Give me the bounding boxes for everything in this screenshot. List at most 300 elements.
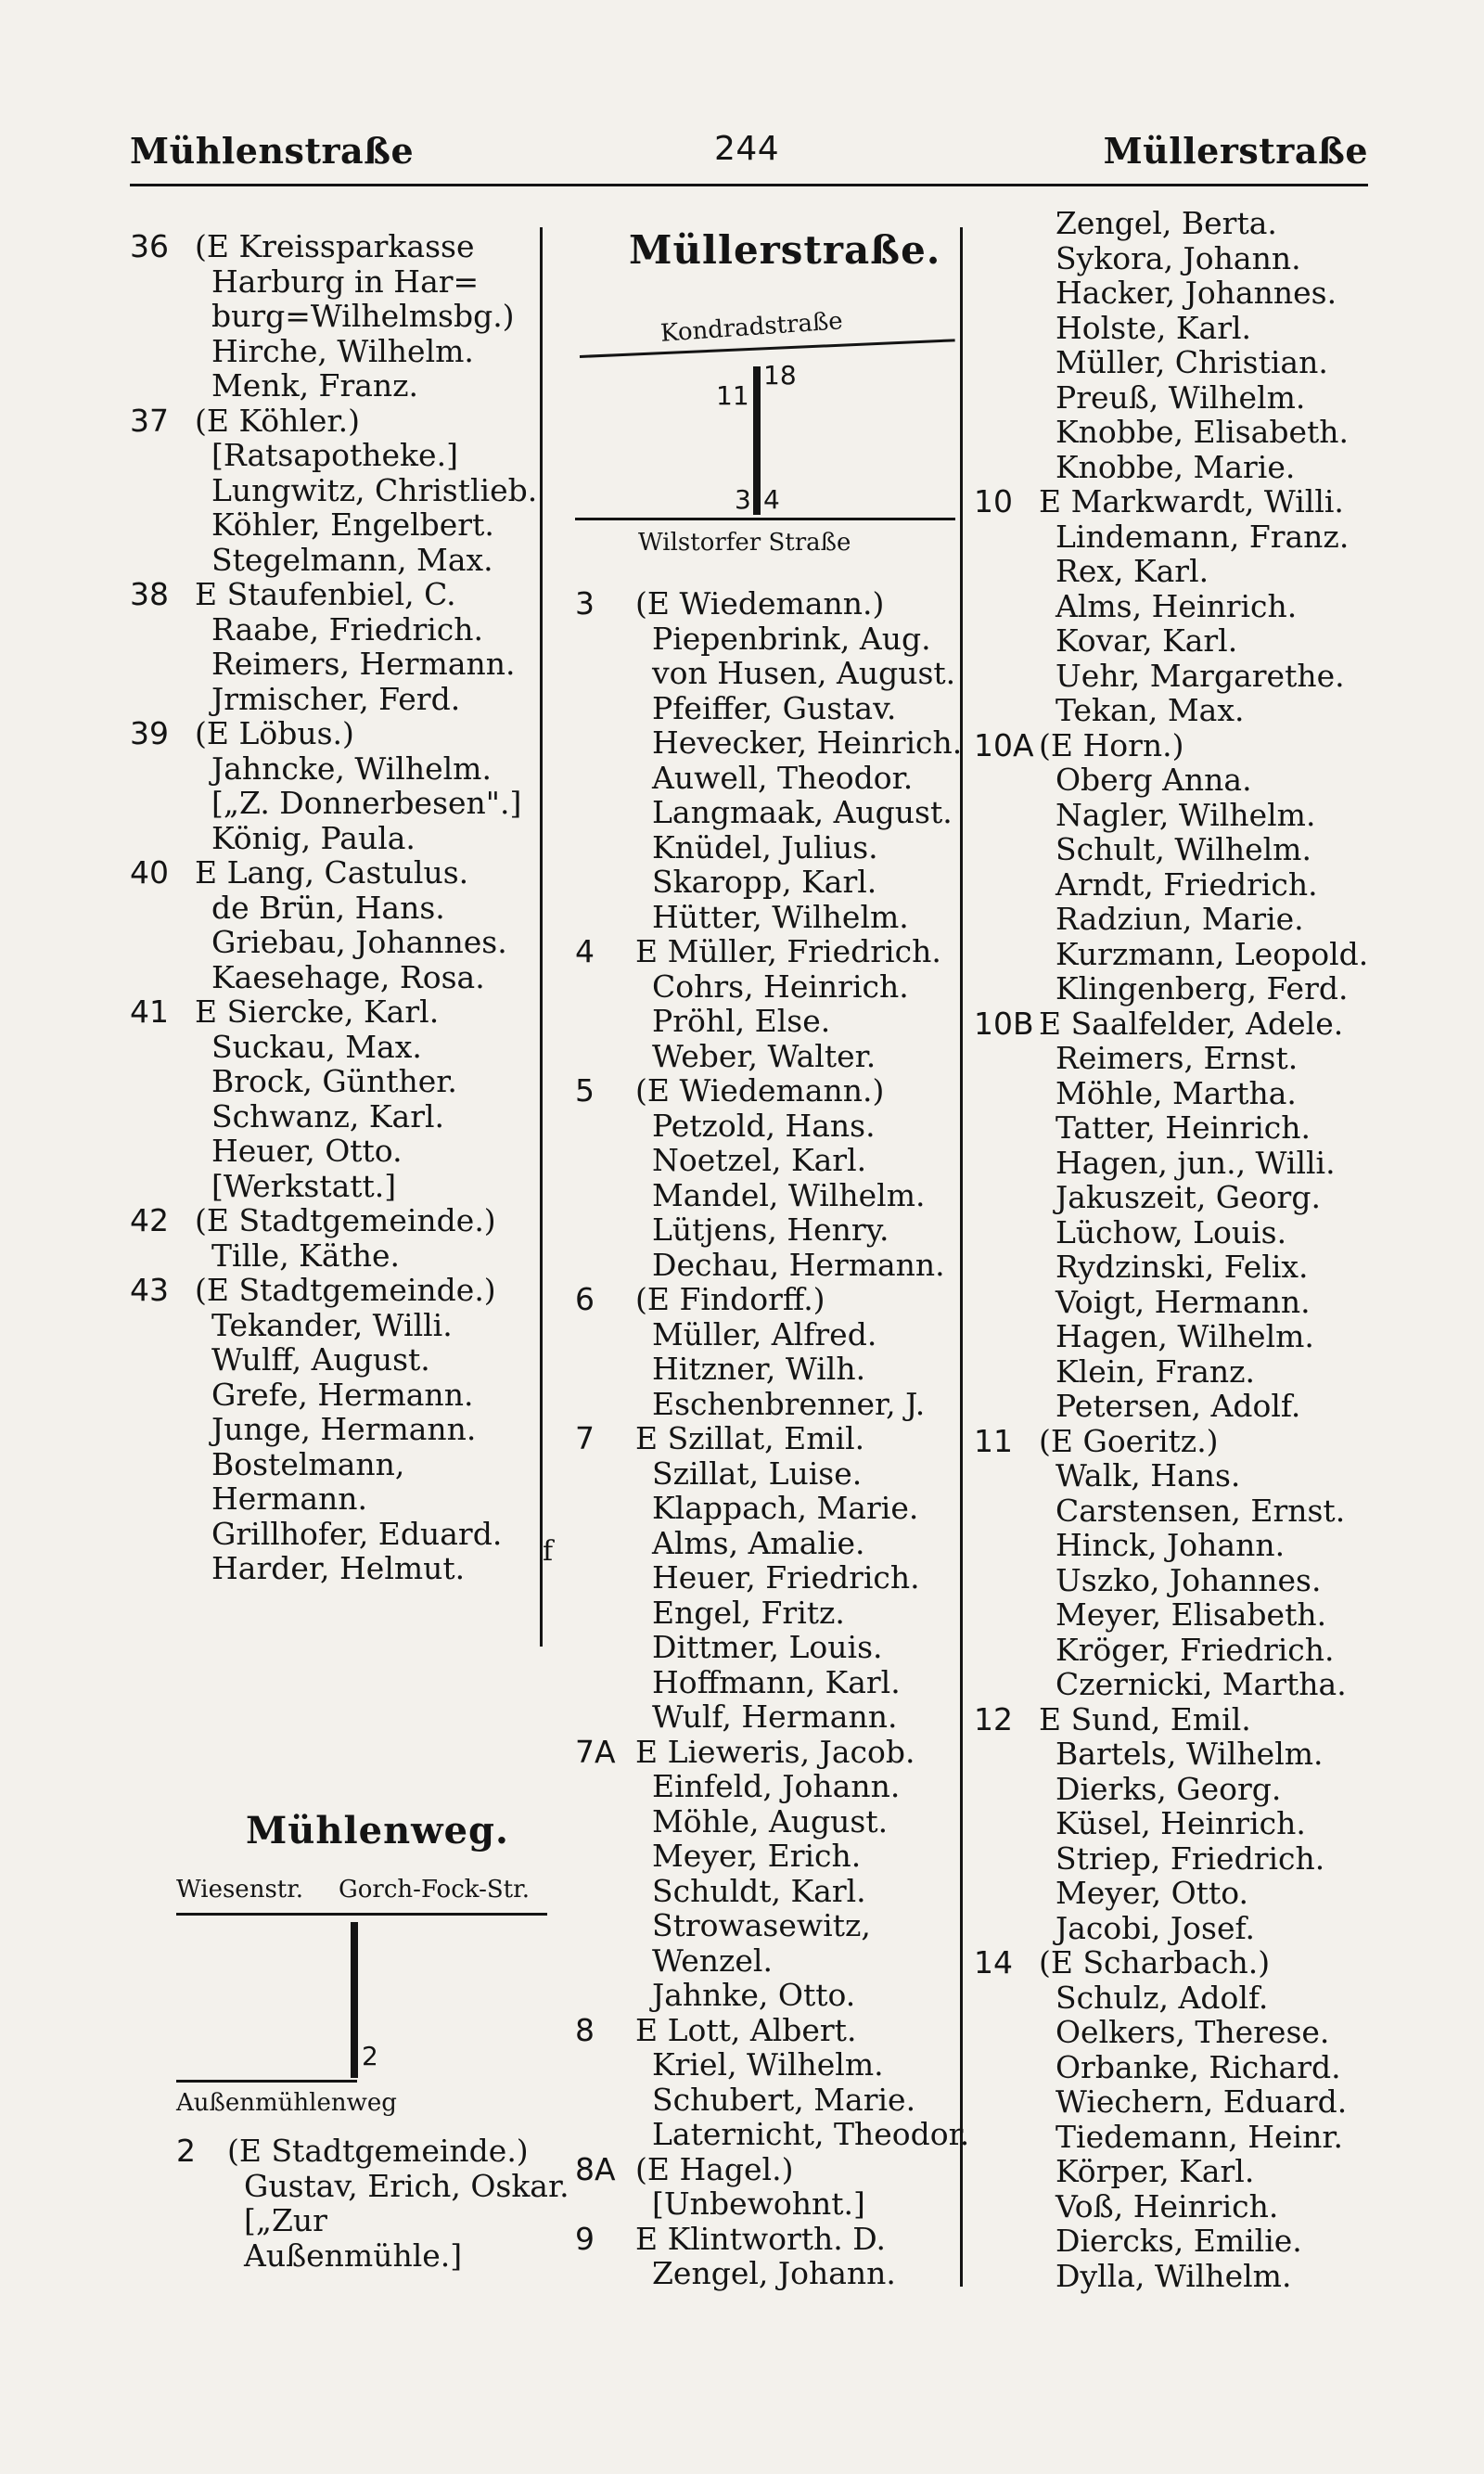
entry-text: Arndt, Friedrich. [1055, 865, 1318, 903]
entry-text: (E Köhler.) [195, 402, 360, 439]
entry-text: Engel, Fritz. [652, 1594, 845, 1631]
directory-entry [176, 2203, 566, 2238]
directory-entry [974, 1633, 1401, 1668]
entry-text: Hitzner, Wilh. [652, 1351, 866, 1387]
directory-entry [130, 334, 538, 369]
directory-entry [575, 2256, 1002, 2291]
directory-entry [974, 206, 1401, 241]
entry-text: Harburg in Har= [211, 263, 480, 300]
column-3-entries [974, 206, 1401, 2293]
muellerstrasse-num-bottom-right: 4 [763, 484, 780, 515]
house-number: 2 [176, 2133, 196, 2169]
entry-text: Möhle, Martha. [1055, 1074, 1297, 1111]
directory-entry [575, 1387, 1002, 1422]
directory-entry [974, 380, 1401, 416]
house-number: 40 [130, 854, 169, 891]
header-left-street: Mühlenstraße [130, 130, 415, 172]
directory-entry [130, 612, 538, 647]
entry-text: (E Scharbach.) [1039, 1944, 1271, 1980]
muehlenweg-top-rule [176, 1913, 547, 1916]
entry-text: Knobbe, Marie. [1055, 448, 1296, 485]
entry-text: E Müller, Friedrich. [635, 933, 941, 969]
entry-text: Nagler, Wilhelm. [1055, 796, 1316, 833]
entry-text: E Staufenbiel, C. [195, 576, 456, 612]
muellerstrasse-top-street: Kondradstraße [659, 307, 844, 348]
directory-entry [130, 1447, 538, 1482]
entry-text: Striep, Friedrich. [1055, 1839, 1325, 1877]
muellerstrasse-top-rule [580, 339, 955, 358]
directory-entry [974, 1041, 1401, 1076]
directory-entry [130, 821, 538, 856]
directory-entry [974, 798, 1401, 833]
entry-text: Hevecker, Heinrich. [652, 724, 963, 761]
directory-entry [130, 1551, 538, 1586]
entry-text: Pröhl, Else. [652, 1003, 831, 1039]
entry-text: E Saalfelder, Adele. [1039, 1005, 1344, 1042]
entry-text: Tekander, Willi. [211, 1306, 453, 1343]
entry-text: Raabe, Friedrich. [211, 610, 484, 647]
directory-entry [575, 1039, 1002, 1074]
entry-text: Lungwitz, Christlieb. [211, 471, 538, 508]
entry-text: Griebau, Johannes. [211, 924, 507, 960]
entry-text: Einfeld, Johann. [652, 1768, 901, 1804]
directory-entry [130, 1412, 538, 1447]
directory-entry [974, 1285, 1401, 1320]
entry-text: E Lieweris, Jacob. [635, 1733, 915, 1770]
muehlenweg-cross-left: Wiesenstr. [176, 1876, 304, 1904]
directory-entry [130, 1203, 538, 1238]
directory-entry [575, 1978, 1002, 2013]
directory-entry [575, 1248, 1002, 1283]
entry-text: [Ratsapotheke.] [211, 437, 458, 473]
directory-entry [974, 2050, 1401, 2085]
entry-text: Bostelmann, [211, 1445, 405, 1482]
entry-text: Bartels, Wilhelm. [1055, 1736, 1324, 1772]
column-1-entries [130, 229, 538, 1586]
entry-text: Suckau, Max. [211, 1028, 422, 1065]
directory-entry [575, 1943, 1002, 1979]
entry-text: Hagen, Wilhelm. [1055, 1318, 1314, 1354]
directory-entry [974, 345, 1401, 380]
entry-text: Jahnke, Otto. [652, 1977, 856, 2013]
directory-entry [575, 934, 1002, 969]
entry-text: Alms, Heinrich. [1055, 587, 1298, 624]
muellerstrasse-num-top-left: 11 [716, 380, 749, 411]
entry-text: [Unbewohnt.] [652, 2186, 865, 2222]
house-number: 43 [130, 1272, 169, 1308]
directory-entry [974, 693, 1401, 728]
directory-entry [974, 1424, 1401, 1459]
directory-entry [575, 656, 1002, 691]
house-number: 42 [130, 1202, 169, 1238]
entry-text: Hagen, jun., Willi. [1055, 1144, 1336, 1181]
entry-text: Müller, Christian. [1055, 344, 1328, 380]
entry-text: Heuer, Otto. [211, 1133, 403, 1169]
directory-entry [575, 761, 1002, 796]
directory-entry [130, 368, 538, 404]
directory-entry [974, 2120, 1401, 2155]
directory-entry [974, 311, 1401, 346]
directory-entry [974, 1354, 1401, 1390]
entry-text: Knobbe, Elisabeth. [1055, 414, 1349, 450]
entry-text: Brock, Günther. [211, 1063, 457, 1099]
house-number: 10A [974, 726, 1034, 763]
entry-text: Dechau, Hermann. [652, 1246, 945, 1283]
directory-entry [974, 554, 1401, 589]
entry-text: von Husen, August. [652, 655, 956, 691]
muellerstrasse-num-top-right: 18 [763, 360, 797, 391]
directory-entry [974, 1076, 1401, 1111]
directory-entry [974, 728, 1401, 763]
entry-text: Preuß, Wilhelm. [1055, 378, 1306, 416]
directory-entry [575, 1596, 1002, 1631]
entry-text: Außenmühle.] [244, 2237, 463, 2274]
entry-text: Jrmischer, Ferd. [211, 680, 461, 717]
entry-text: Knüdel, Julius. [652, 828, 878, 865]
directory-entry [575, 1491, 1002, 1526]
entry-text: (E Hagel.) [635, 2150, 794, 2187]
directory-entry [130, 1517, 538, 1552]
directory-entry [974, 1980, 1401, 2016]
entry-text: de Brün, Hans. [211, 889, 445, 926]
directory-entry [130, 647, 538, 682]
entry-text: Körper, Karl. [1055, 2153, 1255, 2189]
directory-entry [974, 1250, 1401, 1285]
directory-entry [130, 473, 538, 508]
entry-text: Strowasewitz, [652, 1907, 871, 1943]
entry-text: (E Löbus.) [195, 715, 354, 751]
entry-text: Pfeiffer, Gustav. [652, 689, 897, 726]
directory-entry [974, 1702, 1401, 1737]
directory-entry [130, 264, 538, 300]
entry-text: Kovar, Karl. [1055, 622, 1238, 659]
directory-entry [130, 891, 538, 926]
house-number: 4 [575, 933, 595, 969]
directory-entry [575, 1874, 1002, 1909]
directory-entry [974, 241, 1401, 276]
directory-entry [974, 1110, 1401, 1146]
directory-entry [575, 1526, 1002, 1561]
directory-entry [974, 1493, 1401, 1529]
entry-text: Grefe, Hermann. [211, 1376, 474, 1413]
directory-entry [575, 1630, 1002, 1665]
header-rule [130, 184, 1368, 186]
entry-text: Reimers, Ernst. [1055, 1040, 1298, 1076]
entry-text: (E Stadtgemeinde.) [195, 1202, 496, 1238]
directory-entry [130, 960, 538, 995]
directory-entry [575, 1456, 1002, 1492]
muehlenweg-title: Mühlenweg. [246, 1809, 509, 1852]
entry-text: Dittmer, Louis. [652, 1629, 883, 1665]
house-number: 41 [130, 993, 169, 1030]
entry-text: burg=Wilhelmsbg.) [211, 298, 515, 334]
entry-text: Stegelmann, Max. [211, 541, 493, 578]
entry-text: Petersen, Adolf. [1055, 1388, 1301, 1424]
entry-text: Carstensen, Ernst. [1055, 1492, 1346, 1529]
directory-entry [176, 2238, 566, 2274]
entry-text: Sykora, Johann. [1055, 239, 1301, 276]
entry-text: Kriel, Wilhelm. [652, 2046, 884, 2083]
entry-text: (E Findorff.) [635, 1281, 825, 1317]
entry-text: König, Paula. [211, 819, 416, 856]
entry-text: Dierks, Georg. [1055, 1770, 1282, 1807]
directory-entry [130, 1481, 538, 1517]
house-number: 9 [575, 2220, 595, 2257]
entry-text: (E Goeritz.) [1039, 1422, 1219, 1459]
directory-entry [130, 507, 538, 543]
directory-entry [130, 404, 538, 439]
directory-entry [176, 2134, 566, 2169]
entry-text: Rex, Karl. [1055, 553, 1209, 589]
entry-text: Szillat, Luise. [652, 1455, 863, 1492]
directory-entry [575, 586, 1002, 622]
entry-text: Rydzinski, Felix. [1055, 1249, 1309, 1285]
directory-entry [575, 2083, 1002, 2118]
entry-text: Schubert, Marie. [652, 2081, 916, 2118]
directory-entry [974, 2015, 1401, 2050]
entry-text: (E Wiedemann.) [635, 585, 885, 622]
entry-text: Zengel, Berta. [1055, 205, 1277, 241]
house-number: 14 [974, 1944, 1013, 1980]
entry-text: Eschenbrenner, J. [652, 1385, 926, 1422]
entry-text: Junge, Hermann. [211, 1411, 477, 1447]
directory-entry [575, 1735, 1002, 1770]
directory-entry [575, 2152, 1002, 2187]
directory-entry [974, 589, 1401, 624]
directory-entry [130, 1099, 538, 1134]
entry-text: Schuldt, Karl. [652, 1872, 866, 1909]
muehlenweg-cross-right: Gorch-Fock-Str. [339, 1876, 530, 1904]
house-number: 7A [575, 1733, 616, 1770]
entry-text: Uszko, Johannes. [1055, 1561, 1322, 1598]
entry-text: Klein, Franz. [1055, 1352, 1255, 1390]
muellerstrasse-num-bottom-left: 3 [735, 484, 751, 515]
entry-text: (E Horn.) [1039, 726, 1184, 763]
directory-entry [575, 1143, 1002, 1178]
entry-text: E Lott, Albert. [635, 2011, 857, 2048]
directory-entry [974, 2084, 1401, 2120]
entry-text: Radziun, Marie. [1055, 901, 1304, 937]
directory-entry [130, 994, 538, 1030]
entry-text: Zengel, Johann. [652, 2255, 896, 2291]
muehlenweg-entries [176, 2133, 569, 2274]
entry-text: Mandel, Wilhelm. [652, 1176, 926, 1213]
column-divider-1 [540, 227, 543, 1647]
muehlenweg-bottom-street: Außenmühlenweg [176, 2089, 397, 2117]
directory-entry [575, 1665, 1002, 1700]
entry-text: Voigt, Hermann. [1055, 1283, 1311, 1320]
directory-entry [575, 1178, 1002, 1213]
entry-text: E Siercke, Karl. [195, 993, 440, 1030]
directory-entry [130, 1134, 538, 1169]
directory-entry [575, 2013, 1002, 2048]
directory-entry [130, 299, 538, 334]
house-number: 6 [575, 1281, 595, 1317]
column-2-entries [575, 586, 1002, 2291]
entry-text: Hütter, Wilhelm. [652, 898, 909, 935]
entry-text: Uehr, Margarethe. [1055, 657, 1345, 694]
entry-text: Tatter, Heinrich. [1055, 1109, 1311, 1146]
entry-text: (E Kreissparkasse [195, 228, 475, 264]
entry-text: [Werkstatt.] [211, 1167, 397, 1204]
directory-entry [130, 786, 538, 821]
directory-entry [974, 1458, 1401, 1493]
entry-text: Weber, Walter. [652, 1037, 876, 1074]
directory-entry [974, 1146, 1401, 1181]
entry-text: Wenzel. [652, 1942, 773, 1979]
entry-text: Hirche, Wilhelm. [211, 332, 474, 369]
directory-entry [130, 682, 538, 717]
entry-text: Jakuszeit, Georg. [1055, 1179, 1321, 1215]
entry-text: Lindemann, Franz. [1055, 518, 1350, 555]
entry-text: Wulf, Hermann. [652, 1698, 898, 1735]
directory-entry [130, 925, 538, 960]
entry-text: Meyer, Otto. [1055, 1875, 1248, 1911]
directory-entry [974, 1876, 1401, 1911]
directory-entry [575, 2047, 1002, 2083]
entry-text: Oelkers, Therese. [1055, 2014, 1330, 2050]
directory-entry [974, 1389, 1401, 1424]
entry-text: Voß, Heinrich. [1055, 2187, 1279, 2224]
directory-entry [130, 1064, 538, 1099]
page-number: 244 [714, 130, 780, 168]
house-number: 5 [575, 1072, 595, 1109]
entry-text: Lüchow, Louis. [1055, 1213, 1287, 1250]
directory-entry [575, 865, 1002, 900]
entry-text: Müller, Alfred. [652, 1315, 877, 1352]
directory-entry [974, 415, 1401, 450]
entry-text: Oberg Anna. [1055, 762, 1252, 798]
entry-text: Tille, Käthe. [211, 1237, 401, 1274]
directory-entry [575, 1073, 1002, 1109]
entry-text: Dylla, Wilhelm. [1055, 2257, 1292, 2294]
house-number: 10 [974, 483, 1013, 519]
directory-entry [130, 1308, 538, 1343]
directory-entry [974, 519, 1401, 555]
directory-entry [974, 1806, 1401, 1841]
entry-text: Wiechern, Eduard. [1055, 2083, 1348, 2120]
directory-entry [130, 543, 538, 578]
directory-entry [575, 1109, 1002, 1144]
directory-entry [130, 716, 538, 751]
entry-text: Harder, Helmut. [211, 1550, 466, 1586]
house-number: 7 [575, 1420, 595, 1456]
entry-text: [„Z. Donnerbesen".] [211, 785, 522, 821]
directory-entry [575, 1560, 1002, 1596]
house-number: 38 [130, 576, 169, 612]
directory-entry [974, 1772, 1401, 1807]
entry-text: Tiedemann, Heinr. [1055, 2118, 1343, 2155]
directory-entry [575, 2186, 1002, 2222]
entry-text: Tekan, Max. [1055, 692, 1245, 728]
muellerstrasse-bottom-rule [575, 518, 955, 520]
muehlenweg-street-bar [351, 1922, 358, 2078]
directory-entry [974, 450, 1401, 485]
entry-text: Walk, Hans. [1055, 1457, 1241, 1493]
entry-text: Jacobi, Josef. [1055, 1909, 1255, 1946]
entry-text: Hermann. [211, 1481, 368, 1517]
directory-entry [575, 830, 1002, 865]
entry-text: E Markwardt, Willi. [1039, 483, 1344, 519]
entry-text: Orbanke, Richard. [1055, 2048, 1341, 2085]
entry-text: Schult, Wilhelm. [1055, 831, 1311, 867]
directory-entry [575, 725, 1002, 761]
directory-entry [974, 902, 1401, 937]
entry-text: Schwanz, Karl. [211, 1097, 445, 1134]
directory-entry [575, 2222, 1002, 2257]
directory-entry [974, 2154, 1401, 2189]
entry-text: Reimers, Hermann. [211, 646, 516, 682]
muellerstrasse-bottom-street: Wilstorfer Straße [638, 529, 851, 557]
margin-note: f [543, 1535, 554, 1568]
directory-entry [130, 1378, 538, 1413]
directory-entry [974, 1841, 1401, 1877]
entry-text: [„Zur [244, 2202, 327, 2238]
entry-text: (E Stadtgemeinde.) [195, 1272, 496, 1308]
directory-entry [575, 1908, 1002, 1943]
entry-text: Küsel, Heinrich. [1055, 1805, 1306, 1841]
directory-entry [974, 1563, 1401, 1598]
entry-text: Langmaak, August. [652, 794, 953, 830]
entry-text: E Lang, Castulus. [195, 854, 469, 891]
directory-entry [176, 2167, 569, 2204]
entry-text: E Klintworth. D. [635, 2220, 887, 2257]
entry-text: Kurzmann, Leopold. [1055, 935, 1369, 972]
entry-text: (E Stadtgemeinde.) [227, 2133, 529, 2169]
entry-text: Schulz, Adolf. [1055, 1979, 1269, 2016]
house-number: 36 [130, 228, 169, 264]
directory-entry [974, 1319, 1401, 1354]
directory-entry [575, 1769, 1002, 1804]
directory-entry [575, 2117, 1002, 2152]
house-number: 12 [974, 1700, 1013, 1737]
entry-text: Petzold, Hans. [652, 1107, 876, 1144]
directory-entry [974, 1006, 1401, 1042]
directory-entry [575, 1317, 1002, 1352]
directory-entry [974, 659, 1401, 694]
entry-text: Skaropp, Karl. [652, 864, 877, 900]
directory-entry [974, 1911, 1401, 1946]
entry-text: Cohrs, Heinrich. [652, 968, 909, 1005]
directory-entry [575, 622, 1002, 657]
directory-entry [130, 229, 538, 264]
entry-text: Möhle, August. [652, 1802, 889, 1839]
muellerstrasse-title: Müllerstraße. [629, 227, 941, 273]
directory-entry [974, 623, 1401, 659]
house-number: 8A [575, 2150, 616, 2187]
directory-entry [130, 1169, 538, 1204]
entry-text: Hoffmann, Karl. [652, 1663, 901, 1700]
muellerstrasse-street-bar [753, 366, 761, 515]
directory-entry [130, 751, 538, 787]
directory-entry [974, 1215, 1401, 1250]
directory-entry [974, 1528, 1401, 1563]
muehlenweg-house-number: 2 [362, 2041, 378, 2071]
house-number: 39 [130, 715, 169, 751]
directory-entry [974, 2259, 1401, 2294]
directory-entry [130, 438, 538, 473]
directory-entry [130, 1342, 538, 1378]
entry-text: Diercks, Emilie. [1055, 2223, 1302, 2259]
house-number: 37 [130, 402, 169, 439]
entry-text: (E Wiedemann.) [635, 1072, 885, 1109]
house-number: 3 [575, 585, 595, 622]
directory-entry [974, 867, 1401, 903]
directory-entry [575, 1699, 1002, 1735]
directory-entry [575, 1839, 1002, 1874]
entry-text: Hacker, Johannes. [1055, 275, 1337, 311]
directory-entry [575, 795, 1002, 830]
